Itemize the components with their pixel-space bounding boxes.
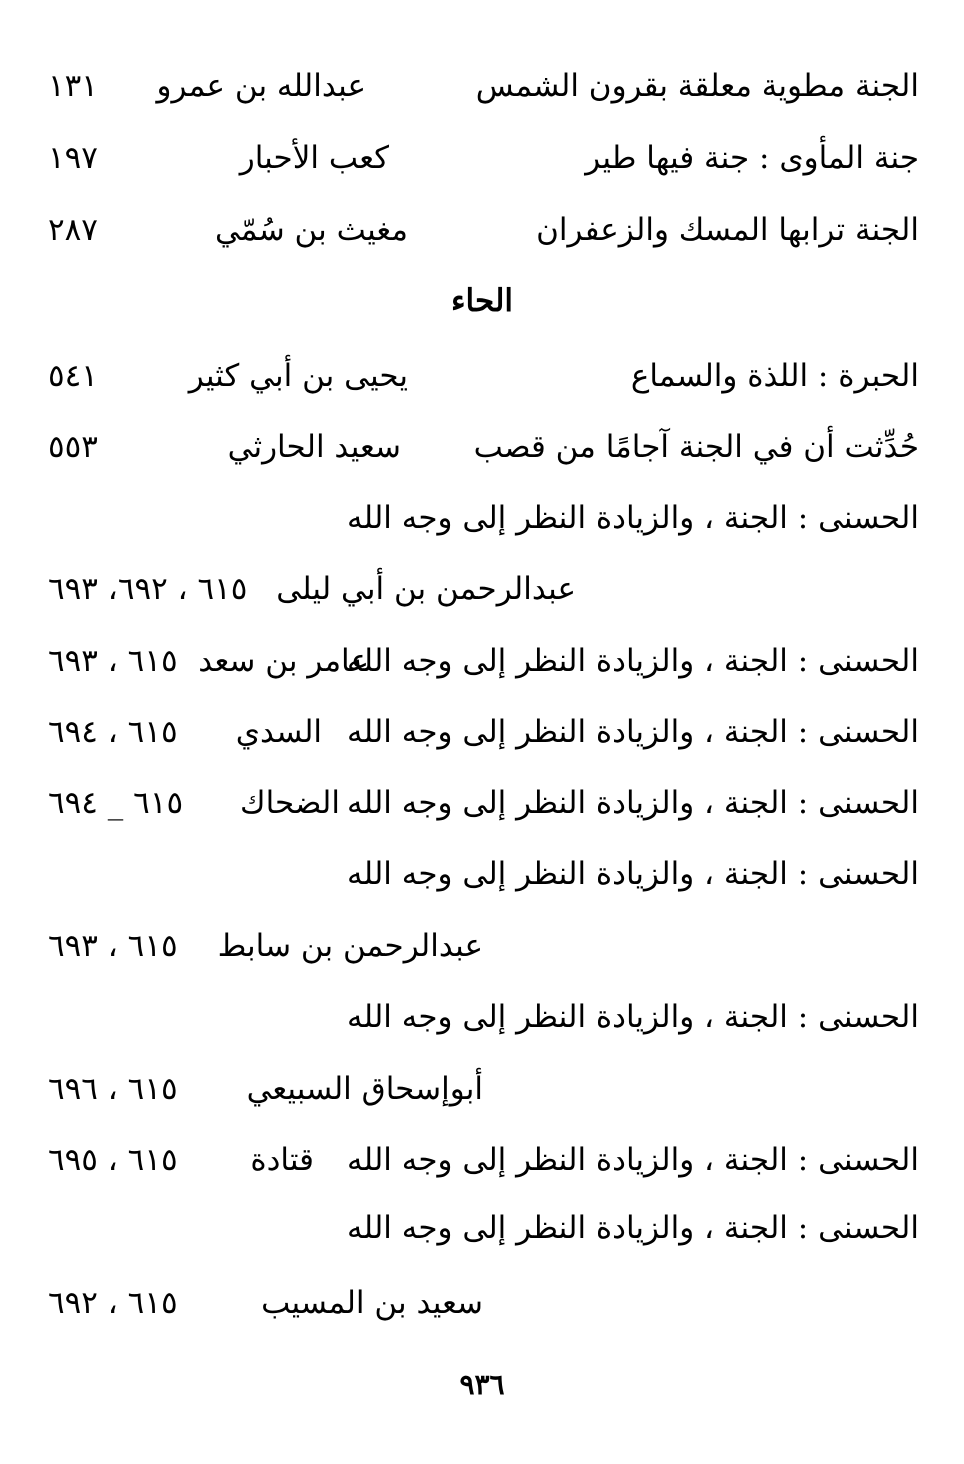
entry-pages: ١٣١ xyxy=(48,68,98,104)
page-number: ٩٣٦ xyxy=(459,1368,505,1401)
index-entry xyxy=(0,55,964,117)
entry-narrator: الضحاك xyxy=(240,785,340,821)
index-entry xyxy=(0,772,964,834)
entry-text: الحبرة : اللذة والسماع xyxy=(630,358,919,394)
index-entry xyxy=(0,345,964,407)
entry-text: حُدِّثت أن في الجنة آجامًا من قصب xyxy=(473,429,919,465)
entry-text: الحسنى : الجنة ، والزيادة النظر إلى وجه الله xyxy=(346,500,919,536)
index-entry xyxy=(0,416,964,478)
entry-text: الجنة ترابها المسك والزعفران xyxy=(536,212,919,248)
index-entry xyxy=(0,558,964,620)
index-entry xyxy=(0,630,964,692)
entry-narrator: عبدالله بن عمرو xyxy=(156,68,366,104)
index-entry xyxy=(0,1197,964,1259)
entry-pages: ٦١٥ ، ٦٩٦ xyxy=(48,1071,178,1107)
index-entry xyxy=(0,843,964,905)
entry-text: الحسنى : الجنة ، والزيادة النظر إلى وجه الله xyxy=(346,999,919,1035)
entry-text: الحسنى : الجنة ، والزيادة النظر إلى وجه الله xyxy=(346,1210,919,1246)
section-heading: الحاء xyxy=(450,283,514,319)
entry-text: الحسنى : الجنة ، والزيادة النظر إلى وجه الله xyxy=(346,785,919,821)
entry-text: الحسنى : الجنة ، والزيادة النظر إلى وجه الله xyxy=(346,643,919,679)
index-entry xyxy=(0,199,964,261)
entry-narrator: قتادة xyxy=(250,1142,314,1178)
entry-narrator: يحيى بن أبي كثير xyxy=(188,358,408,394)
entry-narrator: عبدالرحمن بن أبي ليلى xyxy=(276,571,576,607)
index-entry xyxy=(0,701,964,763)
entry-pages: ٦١٥ ، ٦٩٤ xyxy=(48,714,178,750)
entry-pages: ٢٨٧ xyxy=(48,212,98,248)
index-entry xyxy=(0,1058,964,1120)
entry-narrator: كعب الأحبار xyxy=(239,140,389,176)
entry-pages: ٥٤١ xyxy=(48,358,98,394)
entry-text: الحسنى : الجنة ، والزيادة النظر إلى وجه الله xyxy=(346,714,919,750)
index-entry xyxy=(0,986,964,1048)
entry-text: الجنة مطوية معلقة بقرون الشمس xyxy=(475,68,919,104)
entry-pages: ٦١٥ ، ٦٩٣ xyxy=(48,643,178,679)
index-entry xyxy=(0,487,964,549)
entry-pages: ٦١٥ ، ٦٩٢ xyxy=(48,1285,178,1321)
entry-text: الحسنى : الجنة ، والزيادة النظر إلى وجه الله xyxy=(346,856,919,892)
entry-pages: ٦١٥ _ ٦٩٤ xyxy=(48,785,184,821)
entry-pages: ٥٥٣ xyxy=(48,429,98,465)
entry-narrator: مغيث بن سُمّي xyxy=(214,212,408,248)
entry-pages: ١٩٧ xyxy=(48,140,98,176)
entry-pages: ٦١٥ ، ٦٩٢، ٦٩٣ xyxy=(48,571,248,607)
entry-text: الحسنى : الجنة ، والزيادة النظر إلى وجه الله xyxy=(346,1142,919,1178)
entry-narrator: سعيد بن المسيب xyxy=(261,1285,483,1321)
entry-narrator: عبدالرحمن بن سابط xyxy=(217,928,483,964)
index-entry xyxy=(0,915,964,977)
index-entry xyxy=(0,1129,964,1191)
index-entry xyxy=(0,127,964,189)
entry-pages: ٦١٥ ، ٦٩٥ xyxy=(48,1142,178,1178)
entry-narrator: السدي xyxy=(235,714,322,750)
entry-narrator: سعيد الحارثي xyxy=(227,429,401,465)
entry-narrator: عامر بن سعد xyxy=(198,643,369,679)
entry-text: جنة المأوى : جنة فيها طير xyxy=(585,140,919,176)
entry-pages: ٦١٥ ، ٦٩٣ xyxy=(48,928,178,964)
entry-narrator: أبوإسحاق السبيعي xyxy=(246,1071,483,1107)
index-entry xyxy=(0,1272,964,1334)
